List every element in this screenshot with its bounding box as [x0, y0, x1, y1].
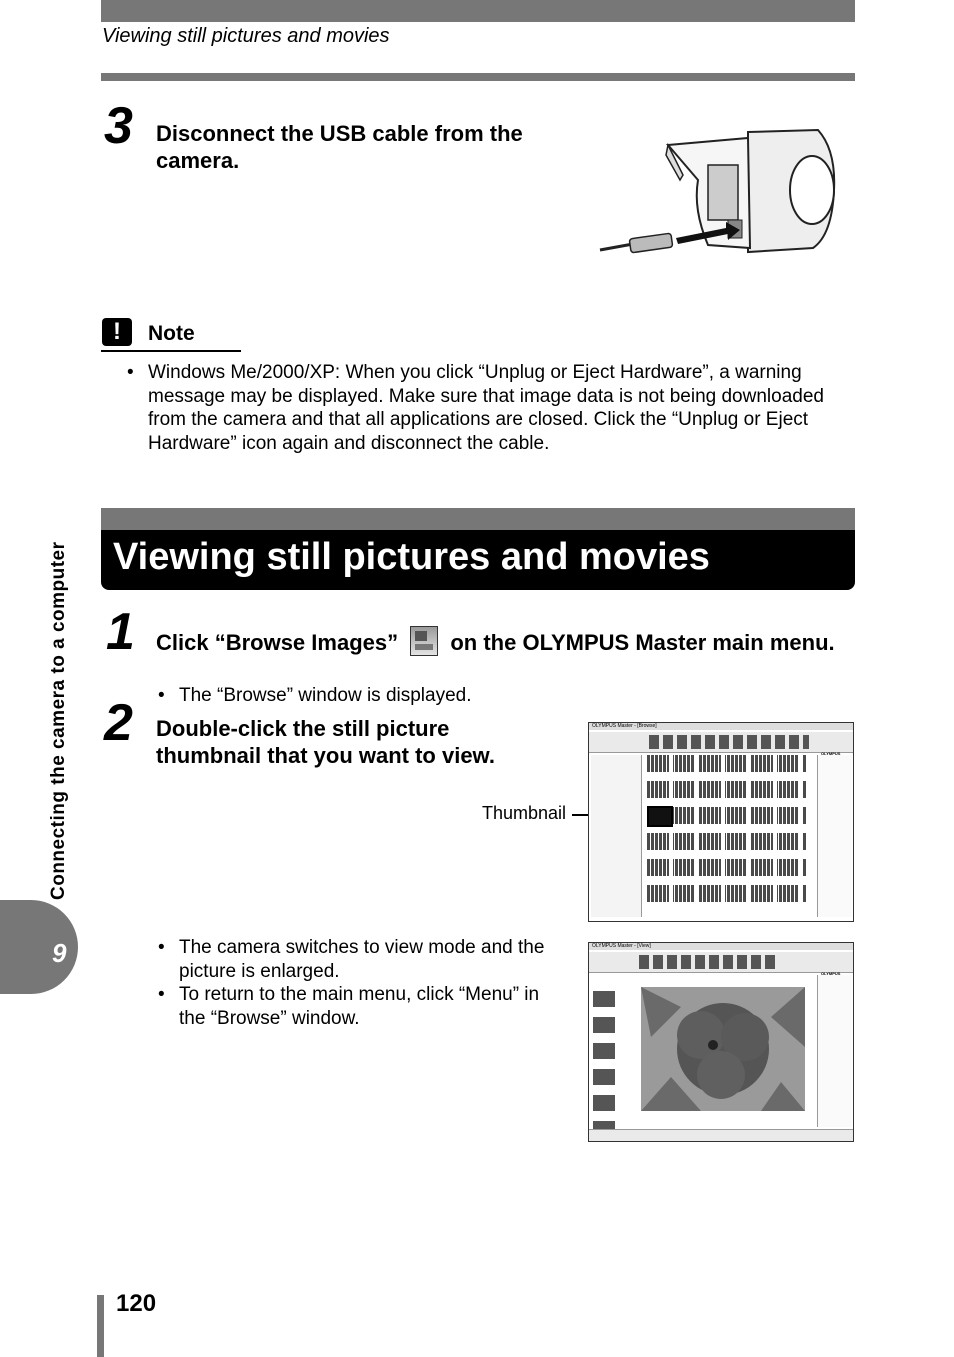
view-brand: OLYMPUS — [821, 971, 841, 976]
section-banner — [101, 508, 855, 590]
step-2-bullet: • To return to the main menu, click “Menu” in the “Browse” window. — [155, 983, 550, 1030]
step-3-number: 3 — [104, 97, 133, 155]
step-2-number: 2 — [104, 694, 133, 752]
step-2-bullet: • The camera switches to view mode and the picture is enlarged. — [155, 936, 550, 983]
view-status-bar — [589, 1129, 853, 1142]
browse-window-screenshot — [588, 722, 854, 922]
browse-thumbnail-grid — [647, 755, 807, 905]
running-title: Viewing still pictures and movies — [102, 25, 390, 47]
hibiscus-flower-image — [641, 987, 805, 1111]
step-1-bullets — [155, 684, 575, 708]
view-enlarged-image — [641, 987, 805, 1111]
view-filmstrip — [593, 991, 615, 1131]
view-window-titlebar: OLYMPUS Master - [View] — [589, 943, 853, 950]
browse-brand: OLYMPUS — [821, 751, 841, 756]
note-underline — [101, 350, 241, 352]
view-right-panel — [817, 975, 852, 1127]
step-1-title-part-a: Click “Browse Images” — [156, 630, 399, 655]
chapter-side-title: Connecting the camera to a computer — [48, 541, 69, 900]
step-2-title: Double-click the still picture thumbnail that you want to view. — [156, 716, 495, 768]
header-bottom-bar — [101, 73, 855, 81]
section-title: Viewing still pictures and movies — [113, 536, 710, 578]
step-1-bullet: • The “Browse” window is displayed. — [155, 684, 575, 708]
browse-selected-thumbnail — [647, 806, 673, 827]
browse-toolbar-icons — [649, 735, 809, 749]
note-bullet: • Windows Me/2000/XP: When you click “Unplug or Eject Hardware”, a warning message may be displayed. Make sure that image data is not being downloaded from the camera and that all applications are closed. Click the “Unplug or Eject Hardware” icon again and disconnect the cable. — [124, 361, 854, 455]
view-window-screenshot — [588, 942, 854, 1142]
chapter-number: 9 — [52, 938, 67, 968]
browse-images-icon — [410, 626, 438, 656]
step-1-title — [156, 626, 846, 656]
footer-bar — [97, 1295, 104, 1357]
note-warning-icon: ! — [102, 318, 132, 346]
thumbnail-callout-label: Thumbnail — [482, 803, 567, 823]
browse-window-titlebar: OLYMPUS Master - [Browse] — [589, 723, 853, 730]
note-label: Note — [148, 322, 195, 345]
camera-usb-illustration — [598, 120, 842, 260]
view-toolbar-icons — [639, 955, 779, 969]
note-bullets — [124, 361, 854, 455]
step-1-number: 1 — [106, 603, 135, 661]
page-number: 120 — [116, 1290, 157, 1317]
browse-right-panel — [817, 755, 852, 917]
browse-left-panel — [591, 755, 642, 917]
step-3-title: Disconnect the USB cable from the camera. — [156, 121, 523, 173]
header-top-bar — [101, 0, 855, 22]
chapter-tab — [0, 900, 78, 994]
step-2-bullets — [155, 936, 550, 1030]
step-1-title-part-b: on the OLYMPUS Master main menu. — [450, 630, 835, 655]
section-banner-top-bar — [101, 508, 855, 530]
